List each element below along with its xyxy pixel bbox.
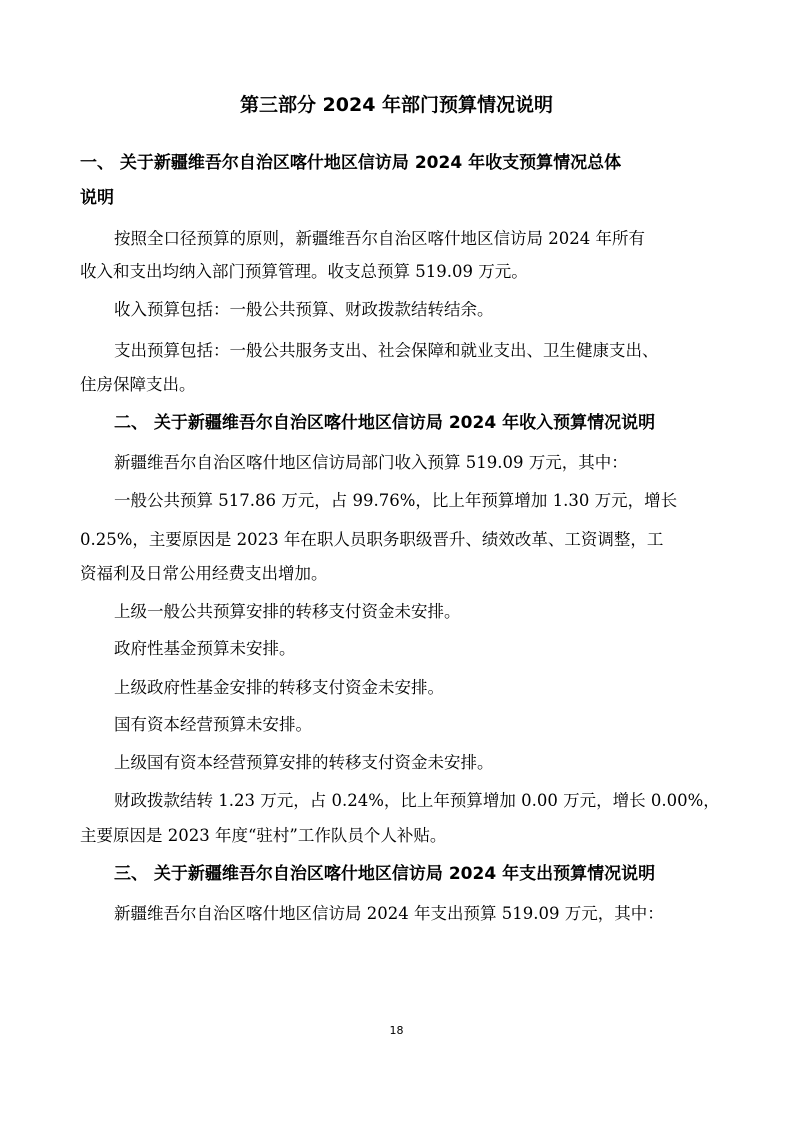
paragraph-line: 国有资本经营预算未安排。 bbox=[114, 715, 312, 734]
paragraph-line: 收入和支出均纳入部门预算管理。收支总预算 519.09 万元。 bbox=[80, 262, 528, 281]
paragraph-line: 新疆维吾尔自治区喀什地区信访局 2024 年支出预算 519.09 万元，其中： bbox=[114, 904, 664, 923]
paragraph-line: 支出预算包括：一般公共服务支出、社会保障和就业支出、卫生健康支出、 bbox=[114, 341, 659, 360]
paragraph-line: 上级政府性基金安排的转移支付资金未安排。 bbox=[114, 678, 444, 697]
paragraph-line: 0.25%，主要原因是 2023 年在职人员职务职级晋升、绩效改革、工资调整，工 bbox=[80, 530, 664, 549]
paragraph-line: 主要原因是 2023 年度“驻村”工作队员个人补贴。 bbox=[80, 826, 447, 845]
paragraph-line: 上级一般公共预算安排的转移支付资金未安排。 bbox=[114, 602, 461, 621]
paragraph-line: 财政拨款结转 1.23 万元，占 0.24%，比上年预算增加 0.00 万元，增长 0.00%， bbox=[114, 791, 720, 810]
page-title: 第三部分 2024 年部门预算情况说明 bbox=[239, 94, 554, 116]
section-heading-2: 二、 关于新疆维吾尔自治区喀什地区信访局 2024 年收入预算情况说明 bbox=[114, 413, 656, 433]
section-heading-1: 一、 关于新疆维吾尔自治区喀什地区信访局 2024 年收支预算情况总体 bbox=[80, 153, 622, 173]
paragraph-line: 按照全口径预算的原则，新疆维吾尔自治区喀什地区信访局 2024 年所有 bbox=[114, 229, 645, 248]
paragraph-line: 住房保障支出。 bbox=[80, 375, 196, 394]
paragraph-line: 新疆维吾尔自治区喀什地区信访局部门收入预算 519.09 万元，其中： bbox=[114, 453, 628, 472]
paragraph-line: 收入预算包括：一般公共预算、财政拨款结转结余。 bbox=[114, 300, 494, 319]
paragraph-line: 一般公共预算 517.86 万元，占 99.76%，比上年预算增加 1.30 万元，增长 bbox=[114, 491, 678, 510]
paragraph-line: 政府性基金预算未安排。 bbox=[114, 639, 296, 658]
section-heading-3: 三、 关于新疆维吾尔自治区喀什地区信访局 2024 年支出预算情况说明 bbox=[114, 864, 656, 884]
paragraph-line: 资福利及日常公用经费支出增加。 bbox=[80, 564, 328, 583]
page-number: 18 bbox=[389, 1024, 404, 1037]
paragraph-line: 上级国有资本经营预算安排的转移支付资金未安排。 bbox=[114, 753, 494, 772]
section-heading-1-continued: 说明 bbox=[80, 188, 114, 208]
